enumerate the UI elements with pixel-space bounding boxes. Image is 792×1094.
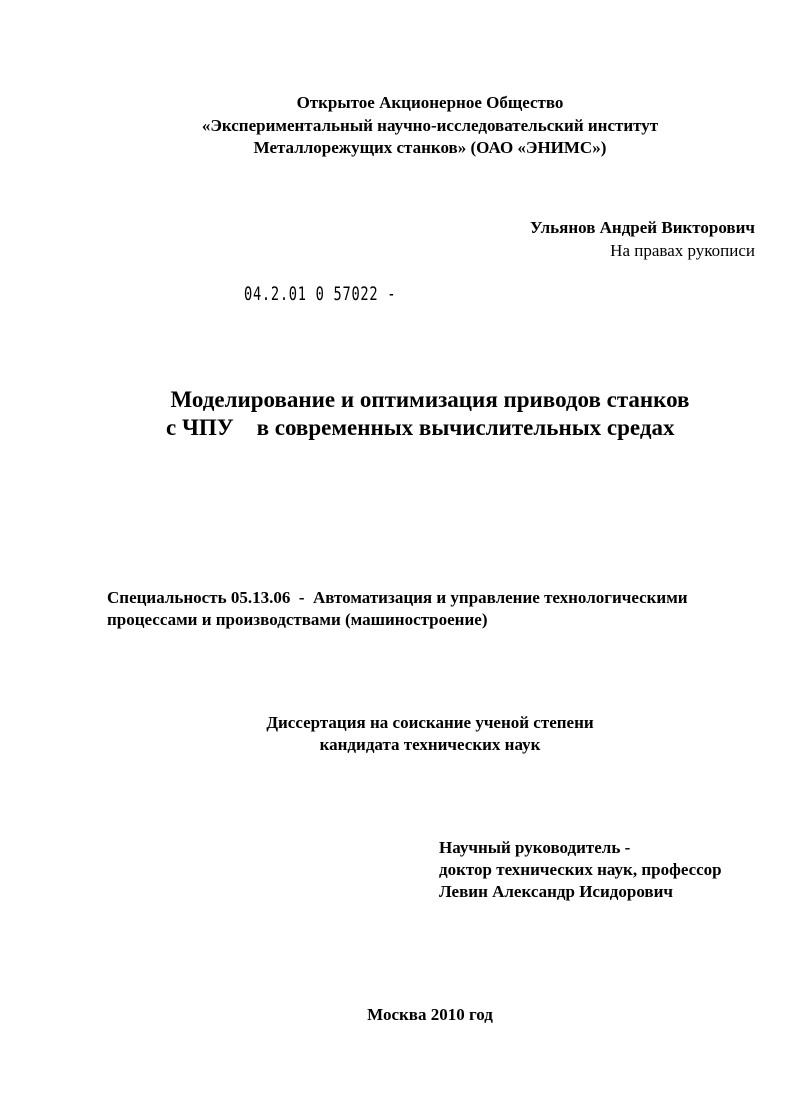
registration-number: 04.2.01 0 57022 - <box>244 283 397 305</box>
speciality-line-2: процессами и производствами (машиностроение) <box>107 610 488 629</box>
organization-line-2: «Экспериментальный научно-исследовательский институт <box>201 116 659 135</box>
city-year: Москва 2010 год <box>367 1005 493 1024</box>
organization-line-1: Открытое Акционерное Общество <box>296 93 564 112</box>
author-name: Ульянов Андрей Викторович <box>530 218 755 237</box>
advisor-line-1: Научный руководитель - <box>439 838 631 857</box>
manuscript-status: На правах рукописи <box>610 241 755 260</box>
dissertation-title-line-2: с ЧПУ в современных вычислительных средах <box>166 415 675 440</box>
speciality-line-1: Специальность 05.13.06 - Автоматизация и управление технологическими <box>107 588 688 607</box>
advisor-line-2: доктор технических наук, профессор <box>439 860 722 879</box>
dissertation-title-line-1: Моделирование и оптимизация приводов станков <box>170 387 690 412</box>
advisor-line-3: Левин Александр Исидорович <box>439 882 673 901</box>
organization-line-3: Металлорежущих станков» (ОАО «ЭНИМС») <box>253 138 607 157</box>
degree-line-2: кандидата технических наук <box>319 735 541 754</box>
degree-line-1: Диссертация на соискание ученой степени <box>266 713 594 732</box>
